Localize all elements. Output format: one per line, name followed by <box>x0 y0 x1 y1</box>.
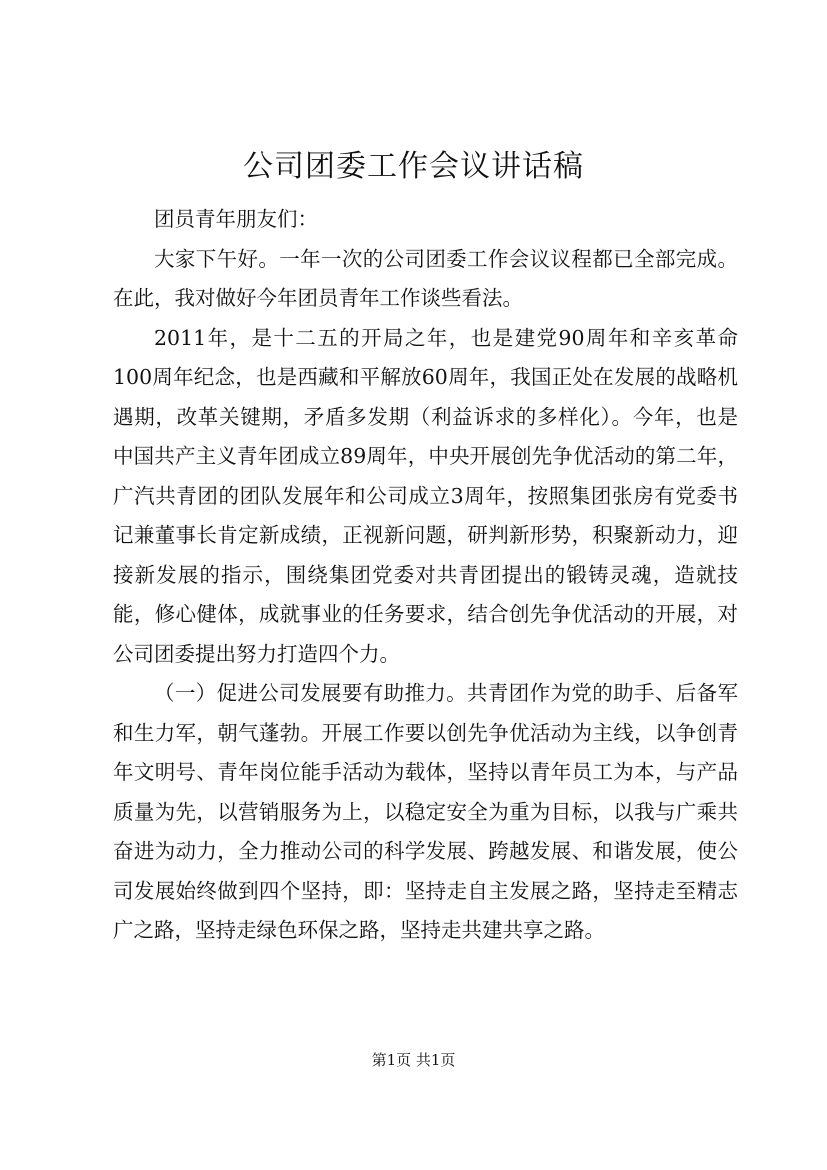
context-paragraph: 2011年，是十二五的开局之年，也是建党90周年和辛亥革命100周年纪念，也是西藏和平解放60周年，我国正处在发展的战略机遇期，改革关键期，矛盾多发期（利益诉求的多样化）。今年，也是中国共产主义青年团成立89周年，中央开展创先争优活动的第二年，广汽共青团的团队发展年和公司成立3周年，按照集团张房有党委书记兼董事长肯定新成绩，正视新问题，研判新形势，积聚新动力，迎接新发展的指示，围绕集团党委对共青团提出的锻铸灵魂，造就技能，修心健体，成就事业的任务要求，结合创先争优活动的开展，对公司团委提出努力打造四个力。 <box>113 325 738 666</box>
greeting-paragraph: 大家下午好。一年一次的公司团委工作会议议程都已全部完成。在此，我对做好今年团员青年工作谈些看法。 <box>113 246 738 310</box>
document-body <box>113 200 738 951</box>
page-footer: 第1页 共1页 <box>371 1051 456 1069</box>
section-one-paragraph: （一）促进公司发展要有助推力。共青团作为党的助手、后备军和生力军，朝气蓬勃。开展工作要以创先争优活动为主线，以争创青年文明号、青年岗位能手活动为载体，坚持以青年员工为本，与产品质量为先，以营销服务为上，以稳定安全为重为目标，以我与广乘共奋进为动力，全力推动公司的科学发展、跨越发展、和谐发展，使公司发展始终做到四个坚持，即：坚持走自主发展之路，坚持走至精志广之路，坚持走绿色环保之路，坚持走共建共享之路。 <box>113 681 738 942</box>
document-title: 公司团委工作会议讲话稿 <box>243 149 584 184</box>
salutation-paragraph: 团员青年朋友们： <box>154 207 318 231</box>
